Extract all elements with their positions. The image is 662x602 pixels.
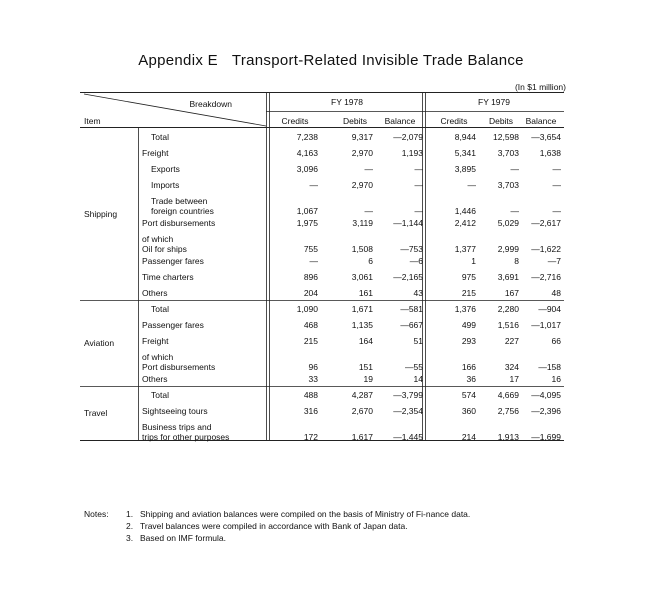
table-cell: 48: [551, 288, 561, 298]
table-cell: —7: [547, 256, 561, 266]
table-cell: —904: [538, 304, 561, 314]
row-label: Passenger fares: [142, 320, 204, 330]
table-cell: 3,061: [351, 272, 373, 282]
table-cell: 66: [551, 336, 561, 346]
table-cell: 468: [303, 320, 318, 330]
table-cell: —6: [409, 256, 423, 266]
table-cell: —4,095: [531, 390, 561, 400]
table-cell: 166: [461, 362, 476, 372]
table-cell: 96: [308, 362, 318, 372]
table-cell: 2,999: [497, 244, 519, 254]
table-cell: 204: [303, 288, 318, 298]
column-header: Balance: [384, 116, 416, 126]
table-cell: 1,913: [497, 432, 519, 442]
table-cell: 2,412: [454, 218, 476, 228]
table-cell: 3,096: [296, 164, 318, 174]
table-cell: 574: [461, 390, 476, 400]
row-label: Total: [151, 390, 169, 400]
table-cell: 164: [358, 336, 373, 346]
note-number: 1.: [126, 509, 134, 519]
table-cell: —: [510, 164, 519, 174]
table-cell: 1,135: [351, 320, 373, 330]
table-cell: 167: [504, 288, 519, 298]
table-cell: 214: [461, 432, 476, 442]
table-cell: 1,975: [296, 218, 318, 228]
table-cell: 5,029: [497, 218, 519, 228]
table-cell: 1,090: [296, 304, 318, 314]
row-label: Passenger fares: [142, 256, 204, 266]
row-label: Sightseeing tours: [142, 406, 208, 416]
table-cell: 1,638: [539, 148, 561, 158]
row-label: Port disbursements: [142, 362, 216, 372]
table-cell: 316: [303, 406, 318, 416]
table-cell: 1,376: [454, 304, 476, 314]
breakdown-header: Breakdown: [189, 99, 232, 109]
note-text: Travel balances were compiled in accordance with Bank of Japan data.: [140, 521, 408, 531]
table-cell: 2,970: [351, 180, 373, 190]
table-cell: 1,508: [351, 244, 373, 254]
table-cell: 2,756: [497, 406, 519, 416]
note-item: [126, 532, 560, 544]
table-cell: 499: [461, 320, 476, 330]
row-label: Trade between: [151, 196, 208, 206]
table-cell: —2,165: [393, 272, 423, 282]
note-text: Based on IMF formula.: [140, 533, 226, 543]
table-cell: 5,341: [454, 148, 476, 158]
table-cell: 51: [413, 336, 423, 346]
row-label: trips for other purposes: [142, 432, 230, 442]
table-cell: —: [364, 164, 373, 174]
table-cell: 2,670: [351, 406, 373, 416]
table-cell: 3,895: [454, 164, 476, 174]
row-label: Business trips and: [142, 422, 212, 432]
row-label: Others: [142, 288, 168, 298]
table-cell: —3,799: [393, 390, 423, 400]
group-label: Travel: [84, 408, 108, 418]
table-cell: 4,287: [351, 390, 373, 400]
table-cell: 12,598: [493, 132, 519, 142]
table-cell: —: [510, 206, 519, 216]
table-cell: —753: [400, 244, 423, 254]
table-cell: —667: [400, 320, 423, 330]
table-cell: —2,617: [531, 218, 561, 228]
table-cell: —1,445: [393, 432, 423, 442]
table-cell: 9,317: [351, 132, 373, 142]
table-cell: 1,671: [351, 304, 373, 314]
table-cell: 3,703: [497, 148, 519, 158]
table-cell: —: [467, 180, 476, 190]
table-cell: 43: [413, 288, 423, 298]
fy1978-header: FY 1978: [331, 97, 363, 107]
row-label: foreign countries: [151, 206, 214, 216]
note-number: 2.: [126, 521, 134, 531]
table-cell: —: [552, 180, 561, 190]
row-label: Imports: [151, 180, 180, 190]
table-cell: 755: [303, 244, 318, 254]
table-cell: —158: [538, 362, 561, 372]
row-label: Time charters: [142, 272, 194, 282]
table-cell: 17: [509, 374, 519, 384]
note-item: [126, 520, 560, 532]
table-cell: 3,119: [352, 218, 373, 228]
table-cell: —2,716: [531, 272, 561, 282]
trade-balance-table: [80, 92, 564, 495]
table-cell: —581: [400, 304, 423, 314]
note-item: [126, 508, 560, 520]
table-cell: —1,622: [531, 244, 561, 254]
table-cell: 7,238: [296, 132, 318, 142]
table-cell: —: [414, 206, 423, 216]
table-cell: 293: [461, 336, 476, 346]
table-cell: —: [309, 180, 318, 190]
row-label: of which: [142, 234, 174, 244]
table-cell: —: [552, 206, 561, 216]
note-number: 3.: [126, 533, 134, 543]
table-cell: 1: [471, 256, 476, 266]
table-cell: 172: [303, 432, 318, 442]
table-cell: 33: [308, 374, 318, 384]
table-cell: 1,067: [296, 206, 318, 216]
group-label: Shipping: [84, 209, 118, 219]
table-cell: 975: [461, 272, 476, 282]
note-text: Shipping and aviation balances were compiled on the basis of Ministry of Fi-nance data.: [140, 509, 471, 519]
row-label: Total: [151, 132, 169, 142]
table-cell: —: [552, 164, 561, 174]
table-cell: 8,944: [454, 132, 476, 142]
table-cell: 4,163: [296, 148, 318, 158]
table-cell: 360: [461, 406, 476, 416]
table-cell: 1,377: [454, 244, 476, 254]
table-cell: 2,970: [351, 148, 373, 158]
table-cell: —: [414, 164, 423, 174]
appendix-label: Appendix E: [138, 52, 218, 69]
table-cell: 8: [514, 256, 519, 266]
table-cell: 215: [303, 336, 318, 346]
notes-label: Notes:: [84, 509, 109, 519]
row-label: Exports: [151, 164, 180, 174]
table-cell: 6: [368, 256, 373, 266]
table-cell: 896: [303, 272, 318, 282]
item-header: Item: [84, 116, 101, 126]
table-cell: 1,446: [454, 206, 476, 216]
column-header: Credits: [440, 116, 468, 126]
table-cell: 4,669: [497, 390, 519, 400]
fy1979-header: FY 1979: [478, 97, 510, 107]
table-cell: 19: [363, 374, 373, 384]
column-header: Debits: [342, 116, 368, 126]
table-cell: 151: [358, 362, 373, 372]
column-header: Credits: [281, 116, 309, 126]
table-cell: —: [309, 256, 318, 266]
row-label: Oil for ships: [142, 244, 187, 254]
column-header: Balance: [525, 116, 557, 126]
row-label: Port disbursements: [142, 218, 216, 228]
table-cell: —2,079: [393, 132, 423, 142]
table-cell: 1,516: [497, 320, 519, 330]
column-header: Debits: [488, 116, 514, 126]
table-cell: 36: [466, 374, 476, 384]
table-cell: —2,354: [393, 406, 423, 416]
group-label: Aviation: [84, 338, 115, 348]
table-cell: —: [414, 180, 423, 190]
table-cell: 227: [504, 336, 519, 346]
table-cell: 161: [358, 288, 373, 298]
page-title: [0, 52, 662, 69]
table-cell: 488: [303, 390, 318, 400]
table-cell: —1,699: [531, 432, 561, 442]
appendix-title: Transport-Related Invisible Trade Balance: [231, 52, 524, 69]
table-cell: 215: [461, 288, 476, 298]
row-label: Others: [142, 374, 168, 384]
notes: [84, 508, 560, 544]
table-cell: 16: [551, 374, 561, 384]
table-cell: —3,654: [531, 132, 561, 142]
table-cell: 3,703: [497, 180, 519, 190]
table-cell: 14: [413, 374, 423, 384]
table-cell: 2,280: [497, 304, 519, 314]
table-cell: —1,144: [393, 218, 423, 228]
table-cell: 3,691: [497, 272, 519, 282]
row-label: Freight: [142, 336, 169, 346]
table-cell: —55: [405, 362, 423, 372]
table-cell: —: [364, 206, 373, 216]
row-label: Freight: [142, 148, 169, 158]
table-cell: —1,017: [531, 320, 561, 330]
table-cell: 1,617: [351, 432, 373, 442]
row-label: of which: [142, 352, 174, 362]
table-cell: —2,396: [531, 406, 561, 416]
table-cell: 1,193: [401, 148, 423, 158]
unit-note: (In $1 million): [514, 82, 566, 92]
row-label: Total: [151, 304, 169, 314]
table-cell: 324: [504, 362, 519, 372]
